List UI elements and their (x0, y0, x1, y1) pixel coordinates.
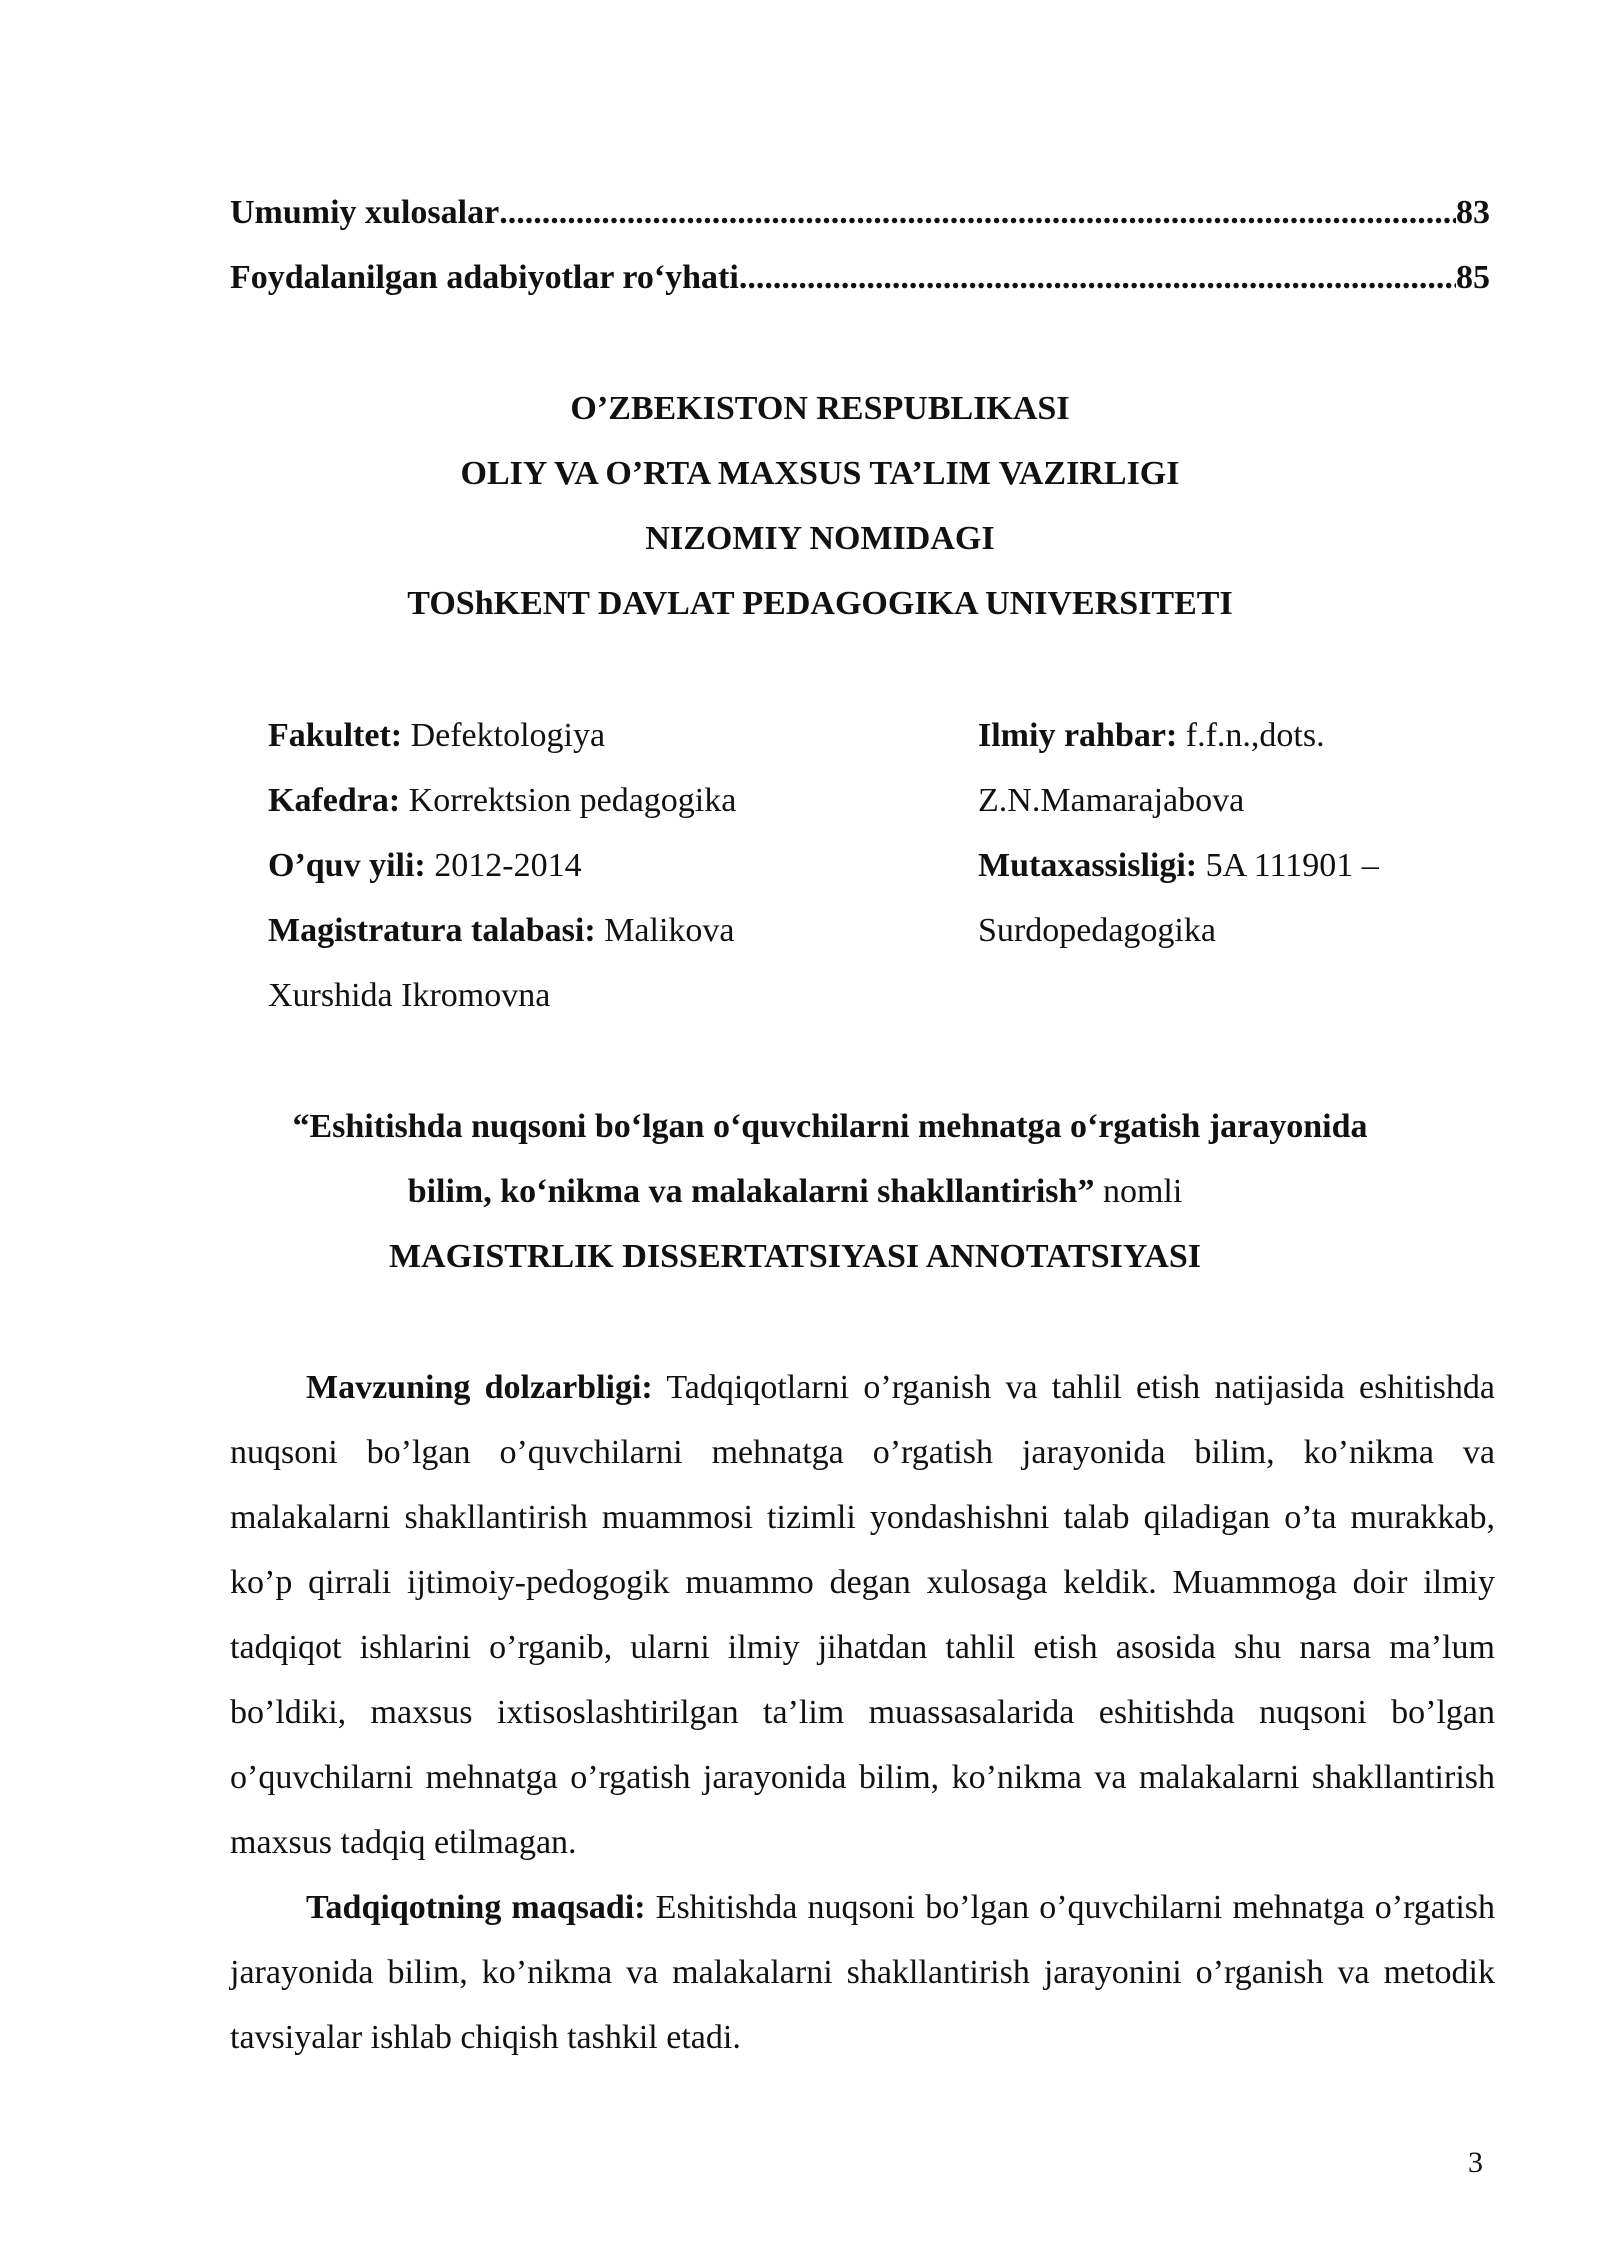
toc-entry-label: Foydalanilgan adabiyotlar ro‘yhati (230, 259, 739, 296)
student-value: Malikova (595, 912, 735, 949)
relevance-text: Tadqiqotlarni o’rganish va tahlil etish natijasida eshitishda nuqsoni bo’lgan o’quvchilarni mehnatga o’rgatish jarayonida bilim, ko’nikma va malakalarni shakllantirish muammosi tizimli yondashishni talab qiladigan o’ta murakkab, ko’p qirrali ijtimoiy-pedogogik muammo degan xulosaga keldik. Muammoga doir ilmiy tadqiqot ishlarini o’rganib, ularni ilmiy jihatdan tahlil etish asosida shu narsa ma’lum bo’ldiki, maxsus ixtisoslashtirilgan ta’lim muassasalarida eshitishda nuqsoni bo’lgan o’quvchilarni mehnatga o’rgatish jarayonida bilim, ko’nikma va malakalarni shakllantirish maxsus tadqiq etilmagan. (230, 1369, 1495, 1861)
student-name-continuation: Xurshida Ikromovna (268, 977, 551, 1014)
advisor-info-column (978, 703, 1379, 963)
toc-entry-page: 85 (1456, 259, 1490, 296)
toc-entry (230, 193, 1490, 233)
toc-entry-label: Umumiy xulosalar (230, 194, 500, 231)
specialty-value: 5A 111901 – (1197, 847, 1379, 884)
department-line (268, 768, 736, 833)
page-number: 3 (1468, 2146, 1483, 2179)
year-line (268, 833, 736, 898)
header-line: TOShKENT DAVLAT PEDAGOGIKA UNIVERSITETI (407, 585, 1233, 622)
faculty-value: Defektologiya (402, 717, 606, 754)
advisor-name: Z.N.Mamarajabova (978, 782, 1245, 819)
goal-text: Eshitishda nuqsoni bo’lgan o’quvchilarni mehnatga o’rgatish jarayonida bilim, ko’nikma va malakalarni shakllantirish jarayonini o’rganish va metodik tavsiyalar ishlab chiqish tashkil etadi. (230, 1889, 1495, 2056)
topic-line-2-bold: bilim, ko‘nikma va malakalarni shakllantirish” (407, 1173, 1095, 1210)
topic-line-2 (0, 1159, 1600, 1224)
specialty-line (978, 833, 1379, 898)
header-line: O’ZBEKISTON RESPUBLIKASI (570, 390, 1070, 427)
institution-header (20, 376, 1600, 636)
advisor-label: Ilmiy rahbar: (978, 717, 1178, 754)
advisor-value: f.f.n.,dots. (1177, 717, 1325, 754)
department-value: Korrektsion pedagogika (400, 782, 737, 819)
advisor-line (978, 703, 1379, 768)
student-line (268, 898, 736, 963)
toc-leader-dots (739, 258, 1456, 298)
faculty-label: Fakultet: (268, 717, 403, 754)
year-value: 2012-2014 (425, 847, 582, 884)
department-label: Kafedra: (268, 782, 401, 819)
faculty-line (268, 703, 736, 768)
goal-label: Tadqiqotning maqsadi: (306, 1889, 646, 1926)
toc-entry (230, 258, 1490, 298)
header-line: OLIY VA O’RTA MAXSUS TA’LIM VAZIRLIGI (460, 455, 1180, 492)
annotation-title: MAGISTRLIK DISSERTATSIYASI ANNOTATSIYASI (389, 1238, 1201, 1275)
toc-leader-dots (499, 193, 1456, 233)
topic-line-2-normal: nomli (1094, 1173, 1183, 1210)
specialty-name: Surdopedagogika (978, 912, 1216, 949)
relevance-label: Mavzuning dolzarbligi: (306, 1369, 653, 1406)
student-info-column (268, 703, 736, 1028)
paragraph-goal (230, 1875, 1495, 2070)
body-text (230, 1355, 1495, 2070)
specialty-label: Mutaxassisligi: (978, 847, 1198, 884)
paragraph-relevance (230, 1355, 1495, 1875)
student-label: Magistratura talabasi: (268, 912, 596, 949)
toc-entry-page: 83 (1456, 194, 1490, 231)
dissertation-topic (65, 1094, 1600, 1289)
table-of-contents (230, 193, 1490, 298)
year-label: O’quv yili: (268, 847, 426, 884)
topic-line-1: “Eshitishda nuqsoni bo‘lgan o‘quvchilarni mehnatga o‘rgatish jarayonida (292, 1108, 1368, 1145)
header-line: NIZOMIY NOMIDAGI (645, 520, 995, 557)
